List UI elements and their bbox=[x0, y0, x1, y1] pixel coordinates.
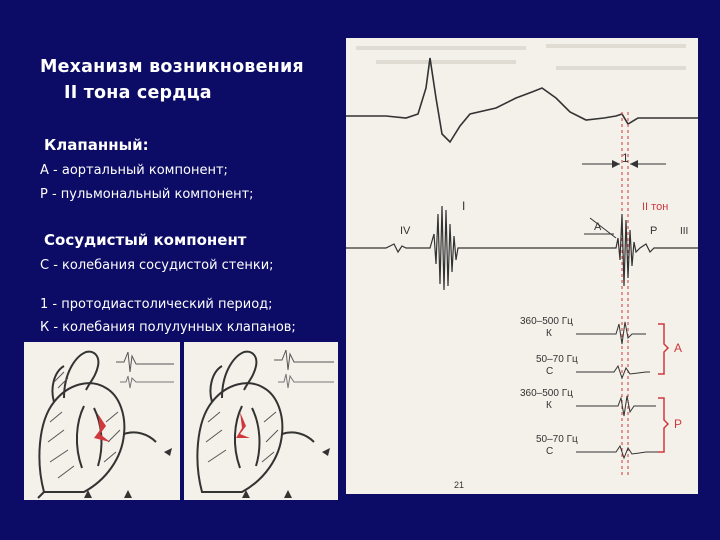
valvular-heading: Клапанный: bbox=[44, 136, 149, 154]
phonocardiogram-figure bbox=[346, 38, 698, 494]
slide-title bbox=[40, 54, 304, 106]
bracket-P-label: Р bbox=[674, 417, 683, 431]
row-2-code: С bbox=[546, 366, 554, 377]
row-3-code: К bbox=[546, 400, 552, 411]
label-II-tone: II тон bbox=[642, 201, 669, 213]
row-1-freq: 360–500 Гц bbox=[520, 316, 573, 327]
note-k-text: К - колебания полулунных клапанов; bbox=[40, 320, 296, 335]
title-line-2: II тона сердца bbox=[64, 83, 212, 103]
heart-diagram-left bbox=[24, 342, 180, 500]
valvular-p-text: Р - пульмональный компонент; bbox=[40, 187, 254, 202]
row-4-code: С bbox=[546, 446, 554, 457]
bracket-A-label: А bbox=[674, 341, 683, 355]
red-highlight-left bbox=[94, 414, 110, 442]
valvular-a-text: А - аортальный компонент; bbox=[40, 163, 228, 178]
heart-diagram-right bbox=[184, 342, 338, 500]
row-1-code: К bbox=[546, 328, 552, 339]
note-1-text: 1 - протодиастолический период; bbox=[40, 297, 273, 312]
row-3-freq: 360–500 Гц bbox=[520, 388, 573, 399]
row-4-freq: 50–70 Гц bbox=[536, 434, 578, 445]
label-IV: IV bbox=[400, 225, 411, 237]
label-P: Р bbox=[650, 225, 658, 237]
title-line-1: Механизм возникновения bbox=[40, 57, 304, 77]
label-I: I bbox=[462, 199, 466, 213]
vascular-heading: Сосудистый компонент bbox=[44, 231, 247, 249]
row-2-freq: 50–70 Гц bbox=[536, 354, 578, 365]
vascular-c-text: С - колебания сосудистой стенки; bbox=[40, 258, 274, 273]
label-1: 1 bbox=[622, 151, 629, 165]
label-III: III bbox=[680, 226, 689, 237]
page-number: 21 bbox=[454, 480, 465, 490]
label-A: А bbox=[594, 221, 602, 233]
